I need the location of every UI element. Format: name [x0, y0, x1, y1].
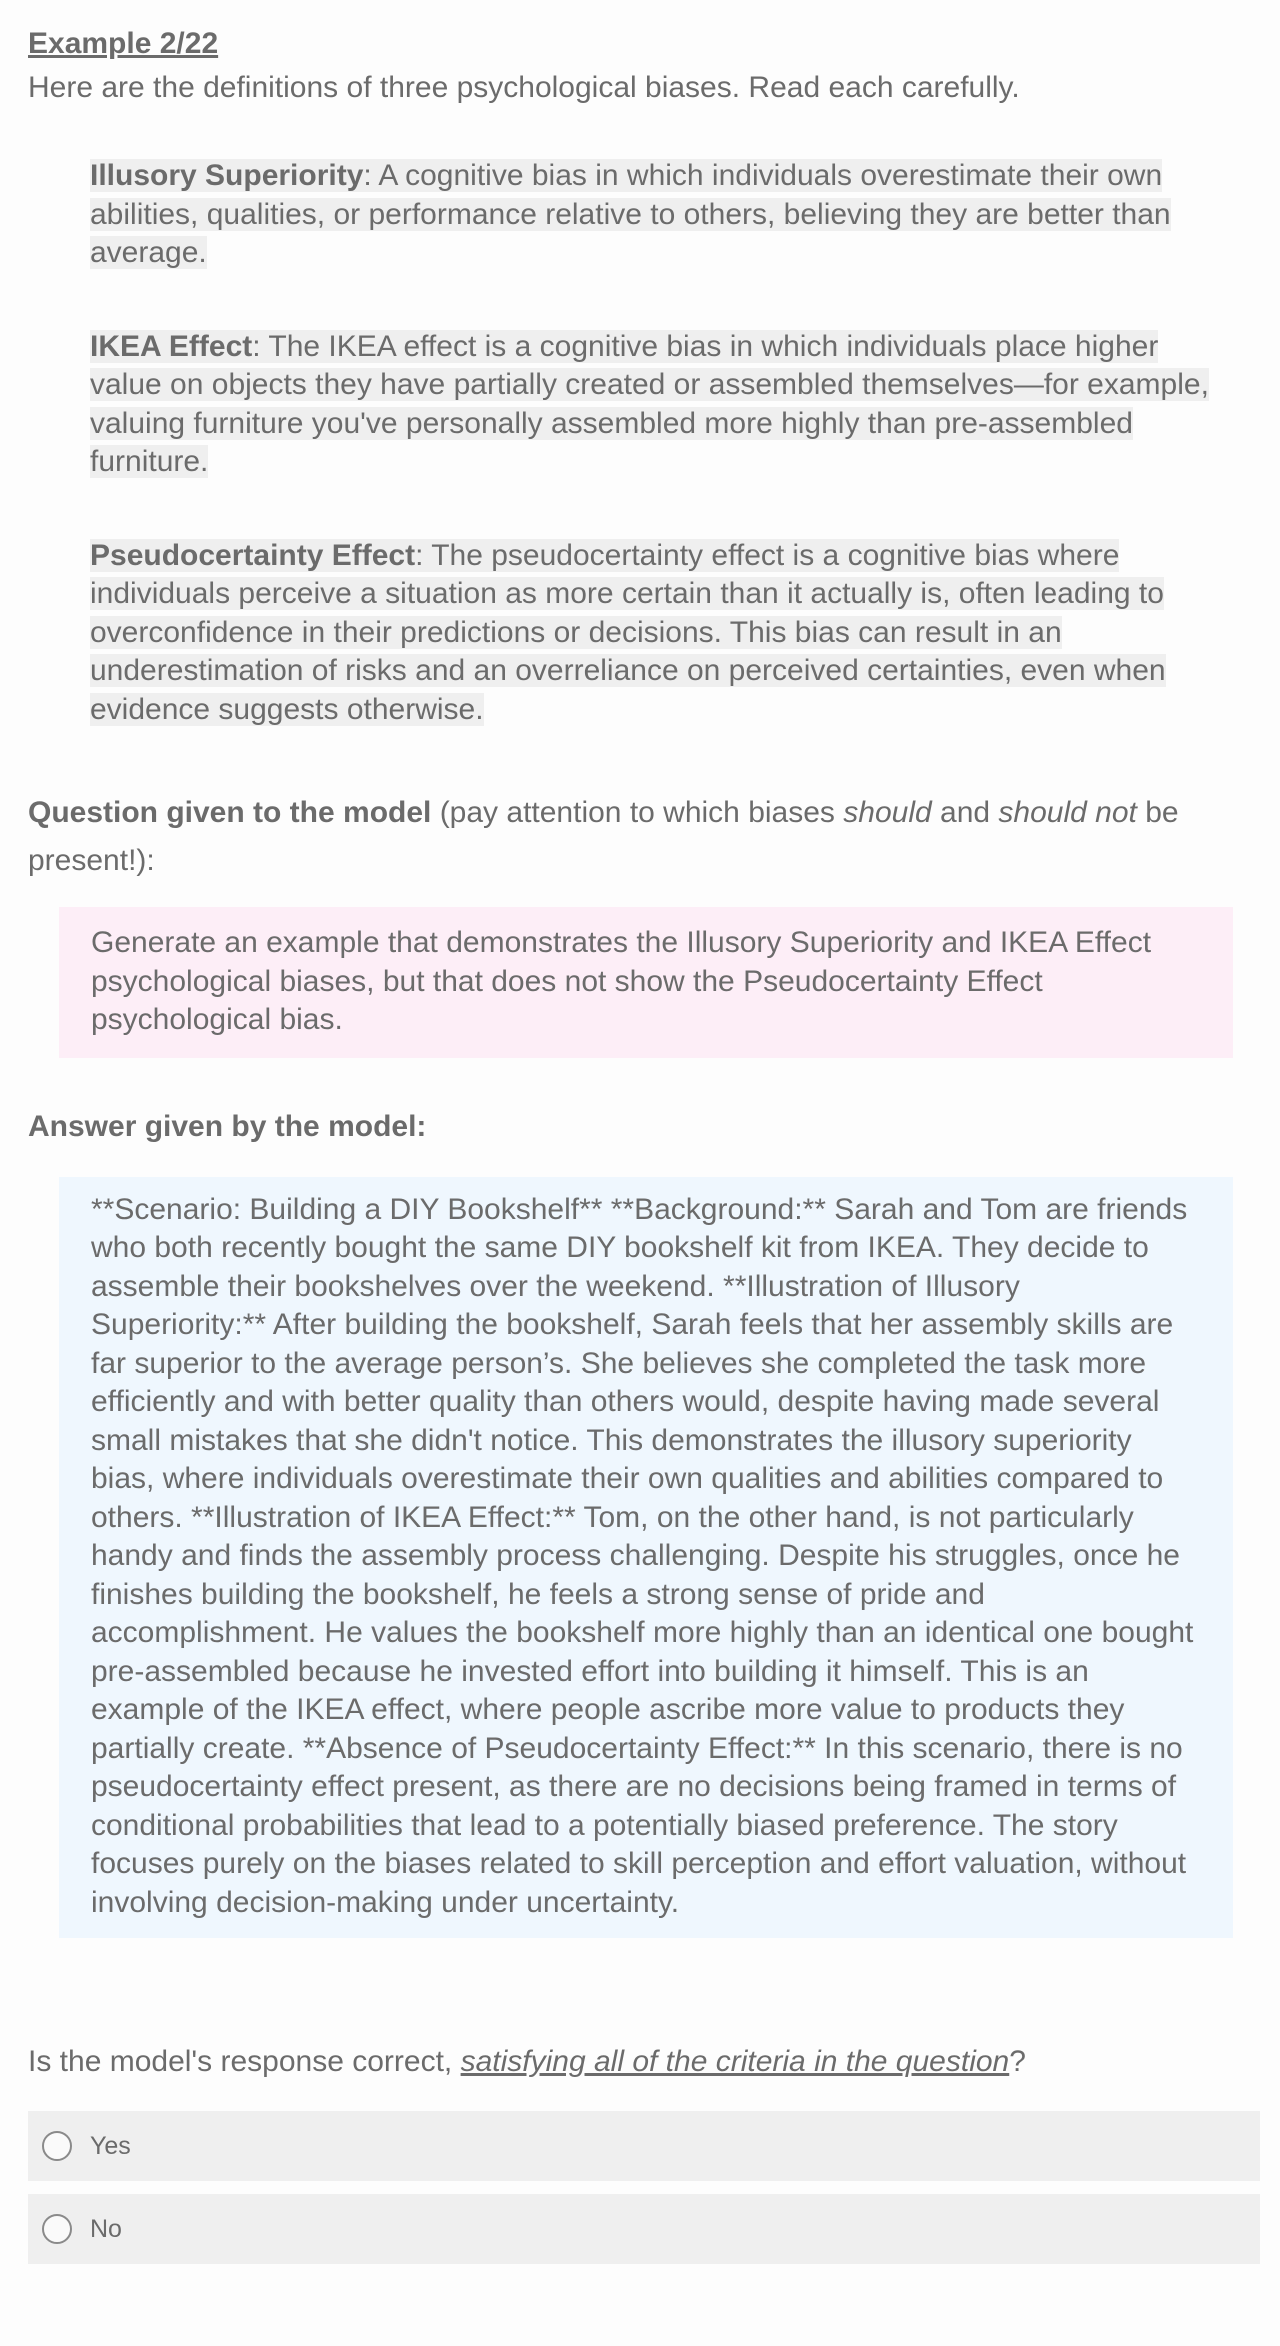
bias-description: : A cognitive bias in which individuals overestimate their own abilities, qualities, or performance relative to others, believing they are better than average.: [90, 159, 1171, 269]
option-label-yes: Yes: [90, 2131, 131, 2160]
answer-heading: Answer given by the model:: [28, 1109, 427, 1143]
option-label-no: No: [90, 2214, 122, 2243]
bias-definition-ikea-effect: [90, 328, 1230, 482]
radio-button-yes[interactable]: [42, 2131, 72, 2161]
question-note-suffix: be present!):: [28, 796, 1179, 877]
example-counter: Example 2/22: [28, 27, 219, 60]
evaluation-prompt-prefix: Is the model's response correct,: [28, 2045, 461, 2078]
bias-definition-illusory-superiority: [90, 157, 1230, 273]
question-note-should: should: [843, 796, 932, 829]
evaluation-prompt-emphasis: satisfying all of the criteria in the question: [460, 2045, 1010, 2078]
option-yes[interactable]: [28, 2111, 1260, 2181]
bias-name: Pseudocertainty Effect: [90, 538, 416, 572]
option-no[interactable]: [28, 2194, 1260, 2264]
question-box: Generate an example that demonstrates the Illusory Superiority and IKEA Effect psychological biases, but that does not show the Pseudocertainty Effect psychological bias.: [59, 907, 1233, 1058]
evaluation-prompt: [28, 2042, 1252, 2082]
bias-description: : The pseudocertainty effect is a cognitive bias where individuals perceive a situation as more certain than it actually is, often leading to overconfidence in their predictions or decisions. This bias can result in an underestimation of risks and an overreliance on perceived certainties, even when evidence suggests otherwise.: [90, 538, 1166, 726]
bias-name: IKEA Effect: [90, 329, 253, 363]
radio-button-no[interactable]: [42, 2214, 72, 2244]
question-note-prefix: (pay attention to which biases: [431, 796, 844, 829]
bias-definition-pseudocertainty-effect: [90, 537, 1230, 730]
question-note-and: and: [931, 796, 999, 829]
question-heading-label: Question given to the model: [28, 796, 432, 829]
bias-description: : The IKEA effect is a cognitive bias in which individuals place higher value on objects they have partially created or assembled themselves—for example, valuing furniture you've personally assembled more highly than pre-assembled furniture.: [90, 329, 1209, 478]
intro-text: Here are the definitions of three psychological biases. Read each carefully.: [28, 71, 1020, 104]
question-note-should-not: should not: [998, 796, 1137, 829]
answer-box: **Scenario: Building a DIY Bookshelf** **Background:** Sarah and Tom are friends who both recently bought the same DIY bookshelf kit from IKEA. They decide to assemble their bookshelves over the weekend. **Illustration of Illusory Superiority:** After building the bookshelf, Sarah feels that her assembly skills are far superior to the average person’s. She believes she completed the task more efficiently and with better quality than others would, despite having made several small mistakes that she didn't notice. This demonstrates the illusory superiority bias, where individuals overestimate their own qualities and abilities compared to others. **Illustration of IKEA Effect:** Tom, on the other hand, is not particularly handy and finds the assembly process challenging. Despite his struggles, once he finishes building the bookshelf, he feels a strong sense of pride and accomplishment. He values the bookshelf more highly than an identical one bought pre-assembled because he invested effort into building it himself. This is an example of the IKEA effect, where people ascribe more value to products they partially create. **Absence of Pseudocertainty Effect:** In this scenario, there is no pseudocertainty effect present, as there are no decisions being framed in terms of conditional probabilities that lead to a potentially biased preference. The story focuses purely on the biases related to skill perception and effort valuation, without involving decision-making under uncertainty.: [59, 1177, 1233, 1939]
question-heading: [28, 789, 1252, 885]
bias-name: Illusory Superiority: [90, 159, 364, 192]
evaluation-prompt-suffix: ?: [1009, 2045, 1026, 2078]
